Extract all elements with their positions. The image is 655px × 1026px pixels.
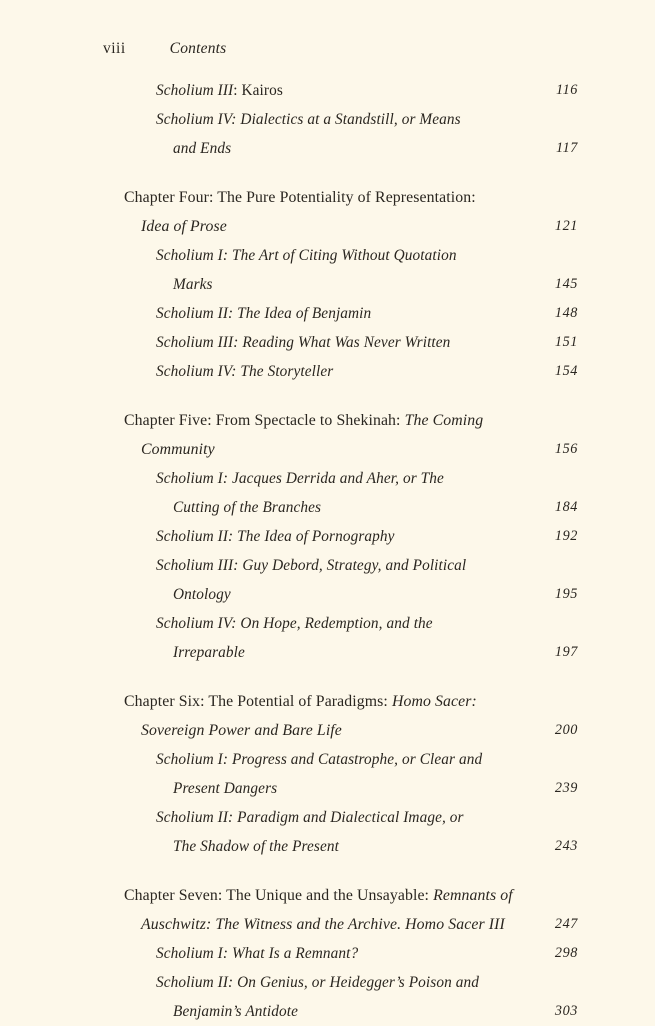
toc-entry-text	[173, 997, 298, 1026]
toc-entry-text	[156, 357, 333, 386]
toc-entry-text	[124, 183, 476, 212]
toc-entry-line	[0, 716, 655, 745]
toc-entry-line	[0, 522, 655, 551]
toc-text-italic: Scholium II: Paradigm and Dialectical Image, or	[156, 809, 464, 826]
toc-page-number: 117	[555, 140, 578, 156]
toc-entry-line	[0, 803, 655, 832]
toc-scholium-entry[interactable]	[0, 968, 655, 1026]
toc-entry-line	[0, 406, 655, 435]
toc-entry-text	[173, 774, 277, 803]
toc-page-number: 151	[554, 334, 578, 350]
toc-entry-text	[141, 716, 342, 745]
toc-entry-text	[156, 299, 371, 328]
toc-group	[0, 183, 655, 386]
toc-scholium-entry[interactable]	[0, 939, 655, 968]
toc-entry-line	[0, 493, 655, 522]
toc-scholium-entry[interactable]	[0, 357, 655, 386]
toc-entry-line	[0, 609, 655, 638]
table-of-contents	[0, 76, 655, 1026]
toc-text-italic: Scholium II: On Genius, or Heidegger’s Poison and	[156, 974, 479, 991]
toc-entry-text	[156, 551, 466, 580]
toc-text-italic: Benjamin’s Antidote	[173, 1003, 298, 1020]
toc-scholium-entry[interactable]	[0, 464, 655, 522]
toc-entry-line	[0, 212, 655, 241]
toc-page-number: 156	[554, 441, 578, 457]
toc-entry-line	[0, 638, 655, 667]
toc-group	[0, 76, 655, 163]
toc-entry-line	[0, 939, 655, 968]
toc-text-roman: Chapter Five: From Spectacle to Shekinah:	[124, 412, 405, 429]
toc-page-number: 200	[554, 722, 578, 738]
toc-page-number: 195	[554, 586, 578, 602]
running-head-title: Contents	[169, 40, 227, 57]
toc-scholium-entry[interactable]	[0, 328, 655, 357]
toc-chapter-entry[interactable]	[0, 687, 655, 745]
toc-text-italic: Scholium III: Reading What Was Never Written	[156, 334, 451, 351]
toc-text-italic: Scholium I: What Is a Remnant?	[156, 945, 359, 962]
toc-entry-line	[0, 241, 655, 270]
toc-text-italic: Scholium III	[156, 82, 234, 99]
toc-chapter-entry[interactable]	[0, 406, 655, 464]
toc-entry-text	[141, 910, 505, 939]
toc-entry-text	[156, 464, 444, 493]
toc-text-italic: Scholium II: The Idea of Benjamin	[156, 305, 372, 322]
toc-text-italic: Scholium IV: The Storyteller	[156, 363, 334, 380]
toc-text-roman: Chapter Six: The Potential of Paradigms:	[124, 693, 392, 710]
toc-text-italic: Ontology	[173, 586, 231, 603]
toc-text-italic: Community	[141, 441, 215, 458]
toc-scholium-entry[interactable]	[0, 299, 655, 328]
toc-text-italic: The Shadow of the Present	[173, 838, 339, 855]
toc-text-roman: : Kairos	[233, 82, 283, 99]
toc-entry-line	[0, 357, 655, 386]
toc-entry-text	[156, 745, 482, 774]
toc-entry-line	[0, 299, 655, 328]
toc-text-italic: Scholium IV: Dialectics at a Standstill, or Means	[156, 111, 461, 128]
toc-entry-text	[124, 406, 483, 435]
toc-text-italic: and Ends	[173, 140, 232, 157]
toc-entry-text	[173, 270, 213, 299]
toc-text-italic: Scholium IV: On Hope, Redemption, and the	[156, 615, 433, 632]
toc-entry-line	[0, 774, 655, 803]
toc-group	[0, 881, 655, 1026]
toc-scholium-entry[interactable]	[0, 745, 655, 803]
toc-text-italic: Homo Sacer:	[391, 693, 477, 710]
toc-entry-text	[156, 522, 395, 551]
toc-entry-line	[0, 832, 655, 861]
toc-entry-line	[0, 134, 655, 163]
toc-entry-text	[156, 241, 457, 270]
toc-scholium-entry[interactable]	[0, 241, 655, 299]
toc-chapter-entry[interactable]	[0, 183, 655, 241]
toc-entry-line	[0, 435, 655, 464]
toc-chapter-entry[interactable]	[0, 881, 655, 939]
toc-scholium-entry[interactable]	[0, 551, 655, 609]
toc-entry-line	[0, 687, 655, 716]
toc-entry-line	[0, 464, 655, 493]
toc-entry-text	[173, 493, 321, 522]
toc-page-number: 239	[554, 780, 578, 796]
toc-scholium-entry[interactable]	[0, 522, 655, 551]
toc-scholium-entry[interactable]	[0, 803, 655, 861]
toc-text-italic: Present Dangers	[173, 780, 278, 797]
toc-page-number: 121	[554, 218, 578, 234]
toc-entry-line	[0, 910, 655, 939]
toc-scholium-entry[interactable]	[0, 609, 655, 667]
toc-text-roman: Chapter Four: The Pure Potentiality of Representation:	[124, 189, 476, 206]
toc-entry-line	[0, 183, 655, 212]
toc-text-italic: Scholium I: Progress and Catastrophe, or Clear and	[156, 751, 483, 768]
toc-text-italic: The Coming	[404, 412, 484, 429]
toc-text-italic: Scholium I: The Art of Citing Without Quotation	[156, 247, 457, 264]
toc-scholium-entry[interactable]	[0, 76, 655, 105]
toc-entry-text	[173, 832, 339, 861]
toc-entry-text	[173, 638, 245, 667]
toc-entry-text	[156, 939, 358, 968]
toc-entry-text	[141, 212, 227, 241]
toc-page-number: 148	[554, 305, 578, 321]
toc-text-italic: Scholium III: Guy Debord, Strategy, and Political	[156, 557, 467, 574]
toc-entry-line	[0, 997, 655, 1026]
toc-entry-line	[0, 270, 655, 299]
toc-entry-text	[141, 435, 215, 464]
toc-page-number: 243	[554, 838, 578, 854]
toc-text-italic: Idea of Prose	[141, 218, 227, 235]
toc-group	[0, 687, 655, 861]
toc-entry-text	[156, 76, 283, 105]
toc-text-italic: Sovereign Power and Bare Life	[141, 722, 342, 739]
toc-entry-text	[124, 881, 513, 910]
toc-entry-line	[0, 551, 655, 580]
toc-entry-text	[156, 609, 433, 638]
toc-entry-text	[173, 580, 231, 609]
toc-page-number: 154	[554, 363, 578, 379]
toc-text-roman: Chapter Seven: The Unique and the Unsayable:	[124, 887, 434, 904]
toc-text-italic: Marks	[173, 276, 213, 293]
toc-scholium-entry[interactable]	[0, 105, 655, 163]
toc-entry-line	[0, 328, 655, 357]
toc-group	[0, 406, 655, 667]
toc-entry-text	[156, 328, 450, 357]
toc-text-italic: Scholium II: The Idea of Pornography	[156, 528, 395, 545]
toc-page-number: 247	[554, 916, 578, 932]
toc-text-italic: Irreparable	[173, 644, 245, 661]
toc-text-italic: Cutting of the Branches	[173, 499, 322, 516]
toc-page-number: 303	[554, 1003, 578, 1019]
toc-page-number: 116	[555, 82, 578, 98]
toc-entry-line	[0, 745, 655, 774]
toc-text-italic: Remnants of	[433, 887, 513, 904]
toc-entry-line	[0, 76, 655, 105]
toc-entry-line	[0, 968, 655, 997]
toc-page-number: 184	[554, 499, 578, 515]
toc-entry-text	[124, 687, 477, 716]
toc-text-italic: Scholium I: Jacques Derrida and Aher, or The	[156, 470, 444, 487]
page-folio: viii	[103, 40, 126, 57]
toc-entry-line	[0, 105, 655, 134]
toc-page-number: 145	[554, 276, 578, 292]
toc-page-number: 197	[554, 644, 578, 660]
toc-entry-line	[0, 881, 655, 910]
toc-page-number: 192	[554, 528, 578, 544]
toc-page-number: 298	[554, 945, 578, 961]
toc-text-italic: Auschwitz: The Witness and the Archive. Homo Sacer III	[141, 916, 505, 933]
toc-entry-text	[173, 134, 231, 163]
toc-entry-line	[0, 580, 655, 609]
toc-entry-text	[156, 968, 479, 997]
running-head	[103, 38, 583, 60]
toc-entry-text	[156, 803, 464, 832]
toc-entry-text	[156, 105, 461, 134]
